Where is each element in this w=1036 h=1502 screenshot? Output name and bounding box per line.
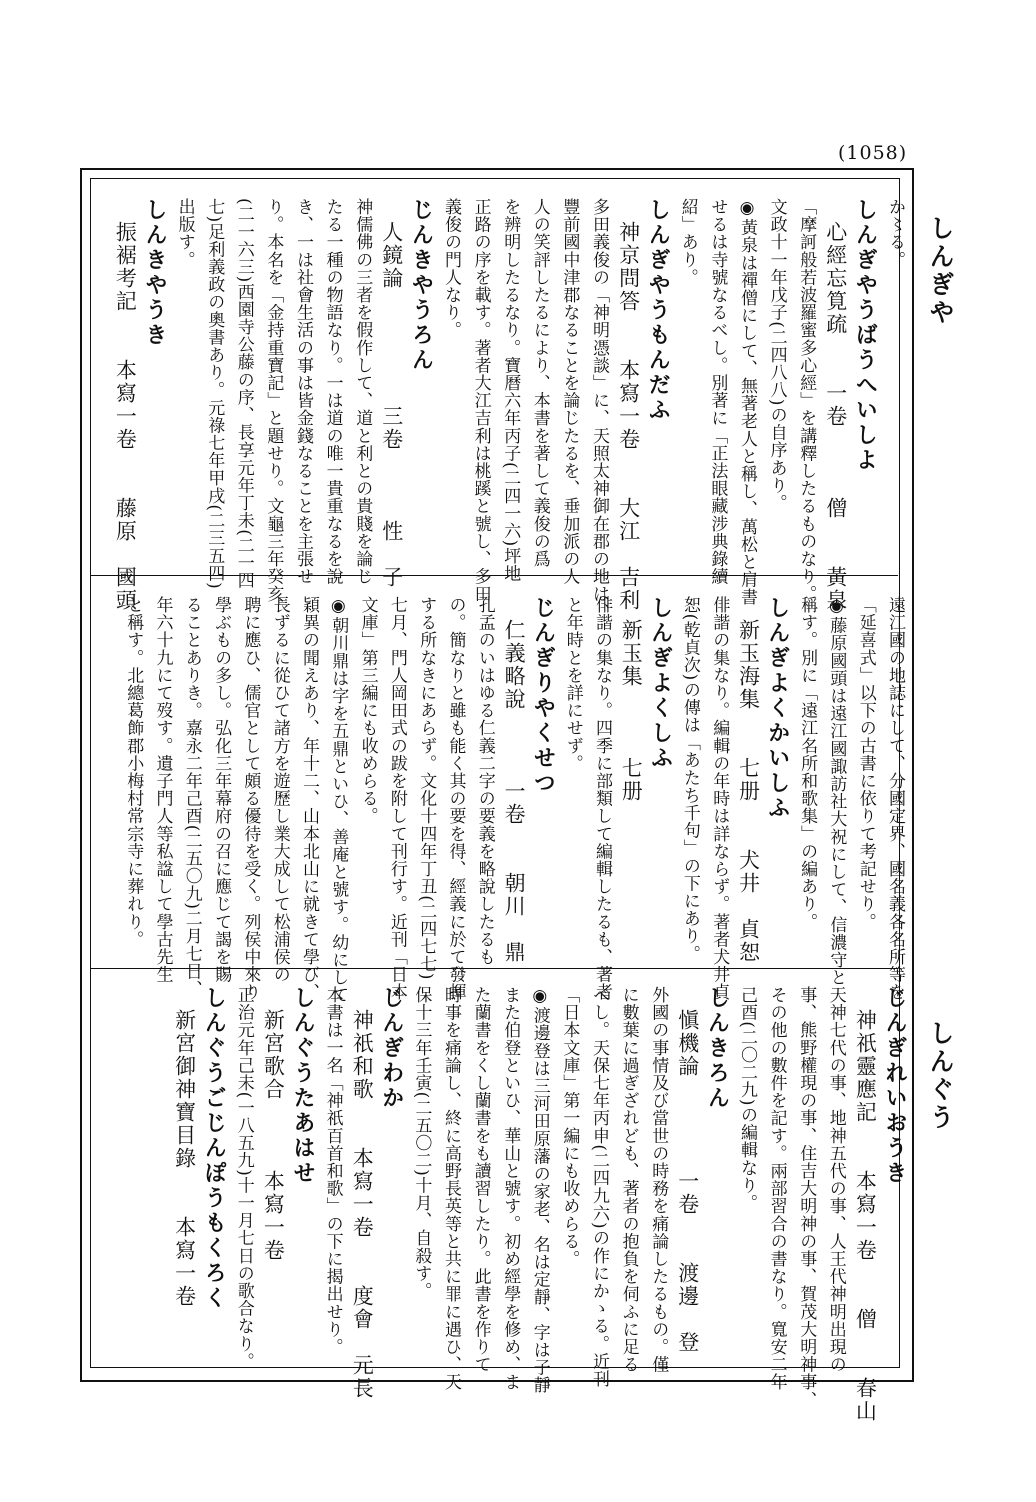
page-number: (1058): [838, 142, 908, 164]
column-top-17: [377, 198, 407, 589]
text-line: 紹」あり。: [677, 198, 698, 286]
title-line: 仁義略說 一卷 朝川 鼎: [502, 596, 527, 964]
column-top-3: [791, 198, 821, 603]
column-middle-26: [118, 596, 148, 948]
title-line: 神祇靈應記 本寫一卷 僧 春山: [853, 986, 878, 1423]
text-line: の。簡なりと雖も能く其の要を得、經義に於て發揮: [445, 596, 466, 1001]
text-line: た蘭書をくし蘭書をも讀習したり。此書を作りて: [470, 986, 491, 1374]
column-bottom-22: [229, 986, 259, 1370]
title-line: 神祇和歌 本寫一卷 度會 元長: [350, 986, 375, 1400]
column-bottom-10: [584, 986, 614, 1388]
column-middle-25: [148, 596, 178, 983]
headword: じんきやうろん: [408, 198, 435, 373]
text-line: 文政十一年戊子(二四八八)の自序あり。: [766, 198, 787, 512]
column-top-6: [702, 198, 732, 585]
text-line: と年時とを詳にせず。: [562, 596, 583, 772]
title-line: 新宮歌合 本寫一卷: [261, 986, 286, 1262]
column-bottom-7: [673, 986, 703, 1354]
column-middle-19: [323, 596, 353, 1004]
headword: しんぎよくかいしふ: [764, 596, 791, 821]
text-line: 正治元年己未(一八五九)十一月七日の歌合なり。: [233, 986, 254, 1371]
column-top-14: [466, 198, 496, 603]
column-bottom-23: [199, 986, 229, 1311]
column-bottom-14: [466, 986, 496, 1373]
running-head-top: しんぎや: [926, 215, 955, 327]
column-top-11: [554, 198, 584, 585]
column-top-18: [347, 198, 377, 585]
text-line: 長ずるに從ひて諸方を遊歷し業大成して松浦侯の: [269, 596, 290, 984]
text-line: 本書は一名「神祇百首和歌」の下に揭出せり。: [322, 986, 343, 1356]
text-line: 出版す。: [174, 198, 195, 269]
column-middle-2: [821, 596, 851, 986]
text-line: 稱す。別に「遠江名所和歌集」の編あり。: [797, 596, 818, 931]
column-top-15: [436, 198, 466, 339]
column-bottom-3: [791, 986, 821, 1408]
column-top-5: [732, 198, 762, 606]
text-line: 孔孟のいはゆる仁義二字の要義を略說したるも: [474, 596, 495, 966]
column-middle-14: [470, 596, 500, 966]
column-middle-23: [206, 596, 236, 983]
text-line: その他の數件を記す。兩部習合の書なり。寬安二年: [766, 986, 787, 1391]
column-bottom-18: [347, 986, 377, 1400]
text-line: 俳諧の集なり。編輯の年時は詳ならず。著者犬井貞: [709, 596, 730, 1001]
text-line: 時事を痛論し、終に高野長英等と共に罪に遇ひ、天: [441, 986, 461, 1391]
text-line: ◉渡邊登は三河田原藩の家老、名は定靜、字は子靜: [529, 986, 550, 1394]
column-middle-3: [792, 596, 822, 930]
headword: しんぐうたあはせ: [290, 986, 316, 1186]
column-top-24: [170, 198, 200, 268]
column-middle-7: [675, 596, 705, 962]
title-line: 神京問答 本寫一卷 大江 吉利: [616, 198, 641, 612]
title-line: 新玉集 七册: [619, 596, 644, 803]
text-line: たる一種の物語なり。一は道の唯一貴重なるを說: [322, 198, 343, 586]
title-line: 新玉海集 七册 犬井 貞恕: [736, 596, 761, 964]
column-bottom-11: [554, 986, 584, 1268]
column-bottom-16: [406, 986, 436, 1300]
headword: しんきろん: [704, 986, 731, 1111]
text-line: を辨明したるなり。寶曆六年丙子(二四一六)坪地: [500, 198, 521, 583]
running-head-bottom: しんぐう: [926, 1020, 955, 1132]
text-line: 事、熊野權現の事、住吉大明神の事、賀茂大明神事、: [796, 986, 817, 1409]
text-line: 遠江國の地誌にして、分國定界、國名義各名所等を: [885, 596, 905, 1001]
column-bottom-5: [732, 986, 762, 1212]
column-middle-17: [382, 596, 412, 1001]
text-line: 外國の事情及び當世の時務を痛論したるもの。僅: [648, 986, 669, 1374]
column-top-21: [258, 198, 288, 603]
text-line: 神儒佛の三者を假作して、道と利との貴賤を論じ: [352, 198, 373, 586]
column-top-25: [140, 198, 170, 348]
column-middle-16: [411, 596, 441, 980]
column-bottom-20: [288, 986, 318, 1186]
column-middle-10: [587, 596, 617, 1001]
text-line: ◉黃泉は禪僧にして、無著老人と稱し、萬松と肩書: [737, 198, 757, 606]
headword: しんぎよくしふ: [647, 596, 674, 771]
text-line: せるは寺號なるべし。別著に「正法眼藏涉典錄續: [707, 198, 728, 586]
column-top-1: [850, 198, 880, 473]
column-bottom-21: [258, 986, 288, 1262]
column-middle-4: [763, 596, 793, 821]
column-bottom-13: [495, 986, 525, 1391]
text-line: (二一六三)西園寺公藤の序、長享元年丁未(二一四: [233, 198, 254, 590]
headword: じんぎれいおうき: [882, 986, 908, 1186]
column-bottom-4: [762, 986, 792, 1391]
headword: しんきやうき: [142, 198, 168, 348]
column-bottom-19: [318, 986, 348, 1356]
text-line: また伯登といひ、華山と號す。初め經學を修め、ま: [500, 986, 521, 1391]
column-top-10: [584, 198, 614, 620]
column-middle-12: [528, 596, 558, 796]
title-line: 新宮御神寶目錄 本寫一卷: [172, 986, 197, 1308]
column-middle-21: [265, 596, 295, 983]
text-line: する所なきにあらず。文化十四年丁丑(二四七七): [416, 596, 437, 981]
column-bottom-9: [614, 986, 644, 1373]
column-middle-11: [558, 596, 588, 772]
column-bottom-17: [377, 986, 407, 1111]
text-line: ることありき。嘉永二年己酉(二五〇九)二月七日、: [181, 596, 202, 998]
text-line: に數葉に過ぎざれども、著者の抱負を伺ふに足る: [618, 986, 639, 1374]
text-line: 文庫」第三編にも收めらる。: [357, 596, 378, 825]
text-line: き、一は社會生活の事は皆金錢なることを主張せ: [293, 198, 313, 586]
text-line: ◉朝川鼎は字を五鼎といひ、善庵と號す。幼にして: [328, 596, 349, 1004]
column-bottom-15: [436, 986, 466, 1391]
column-middle-8: [646, 596, 676, 771]
text-line: 「日本文庫」第一編にも收めらる。: [559, 986, 580, 1268]
title-line: 人鏡論 三卷 性 子: [379, 198, 404, 589]
text-line: 「摩訶般若波羅蜜多心經」を講釋したるものなり。: [796, 198, 817, 603]
headword: じんぎりやくせつ: [530, 596, 557, 796]
title-line: 振裾考記 本寫一卷 藤原 國頭: [113, 198, 138, 612]
text-line: と稱す。北總葛飾郡小梅村常宗寺に葬れり。: [123, 596, 144, 948]
text-line: 保十三年壬寅(二五〇二)十月、自殺す。: [411, 986, 432, 1300]
column-middle-13: [499, 596, 529, 964]
text-line: 俳諧の集なり。四季に部類して編輯したるも、著者: [592, 596, 612, 1001]
column-middle-22: [235, 596, 265, 1001]
column-bottom-2: [821, 986, 851, 1373]
column-middle-6: [704, 596, 734, 1001]
column-bottom-8: [643, 986, 673, 1373]
column-bottom-0: [880, 986, 910, 1186]
column-top-16: [406, 198, 436, 373]
headword: しんぎやうもんだふ: [645, 198, 672, 423]
column-middle-0: [880, 596, 910, 1001]
column-bottom-6: [702, 986, 732, 1111]
text-line: 七)足利義政の奧書あり。元祿七年甲戌(二三五四): [204, 198, 225, 590]
text-line: 穎異の聞えあり、年十二、山本北山に就きて學び、: [299, 596, 319, 1001]
text-line: 聘に應ひ、儒官として頗る優待を受く。列侯中來り: [240, 596, 261, 1001]
column-top-8: [643, 198, 673, 423]
text-line: 學ぶもの多し。弘化三年幕府の召に應じて謁を賜: [211, 596, 232, 984]
text-line: ◉藤原國頭は遠江國諏訪社大祝にして、信濃守と: [826, 596, 847, 987]
column-middle-15: [441, 596, 471, 1001]
title-line: 心經忘筧疏 一卷 僧 黃泉: [823, 198, 848, 612]
text-line: 己酉(二〇二九)の編輯なり。: [737, 986, 757, 1212]
column-top-4: [762, 198, 792, 512]
text-line: 人の笑評したるにより、本書を著して義俊の爲: [529, 198, 550, 568]
headword: じんぎわか: [378, 986, 405, 1111]
text-line: 天神七代の事、地神五代の事、人王代神明出現の: [825, 986, 846, 1374]
text-line: 義俊の門人なり。: [441, 198, 461, 339]
text-line: 正路の序を載す。著者大江吉利は桃蹊と號し、多田: [470, 198, 491, 603]
text-line: 恕(乾貞次)の傳は「あたち千句」の下にあり。: [679, 596, 700, 963]
headword: しんぎやうばうへいしよ: [852, 198, 879, 473]
column-bottom-12: [525, 986, 555, 1394]
column-top-19: [318, 198, 348, 585]
column-middle-18: [353, 596, 383, 825]
column-top-23: [199, 198, 229, 589]
text-line: 「延喜式」以下の古書に依りて考記せり。: [855, 596, 876, 931]
column-top-22: [229, 198, 259, 589]
column-bottom-24: [170, 986, 200, 1308]
column-top-2: [821, 198, 851, 612]
column-top-20: [288, 198, 318, 585]
text-line: 七月、門人岡田式の跋を附して刊行す。近刊「日本: [386, 596, 407, 1001]
column-bottom-1: [850, 986, 880, 1423]
headword: しんぐうごじんぽうもくろく: [201, 986, 228, 1311]
column-middle-5: [734, 596, 764, 964]
column-top-26: [110, 198, 140, 612]
column-middle-24: [177, 596, 207, 998]
column-top-12: [525, 198, 555, 568]
text-line: り。本名を「金持重寶記」と題せり。文龜三年癸亥: [263, 198, 284, 603]
text-line: べし。天保七年丙申(二四九六)の作にかゝる。近刊: [589, 986, 609, 1388]
column-top-9: [614, 198, 644, 612]
text-line: 多田義俊の「神明憑談」に、天照太神御在郡の地は、: [589, 198, 609, 621]
column-middle-20: [294, 596, 324, 1001]
column-top-13: [495, 198, 525, 582]
column-middle-1: [851, 596, 881, 930]
text-line: 豐前國中津郡なることを論じたるを、垂加派の人: [559, 198, 580, 586]
column-top-7: [673, 198, 703, 286]
text-line: 年六十九にて歿す。遺子門人等私諡して學古先生: [152, 596, 173, 984]
text-line: か〻る。: [885, 198, 905, 269]
column-top-0: [880, 198, 910, 268]
column-middle-9: [616, 596, 646, 803]
title-line: 愼機論 一卷 渡邊 登: [675, 986, 700, 1354]
